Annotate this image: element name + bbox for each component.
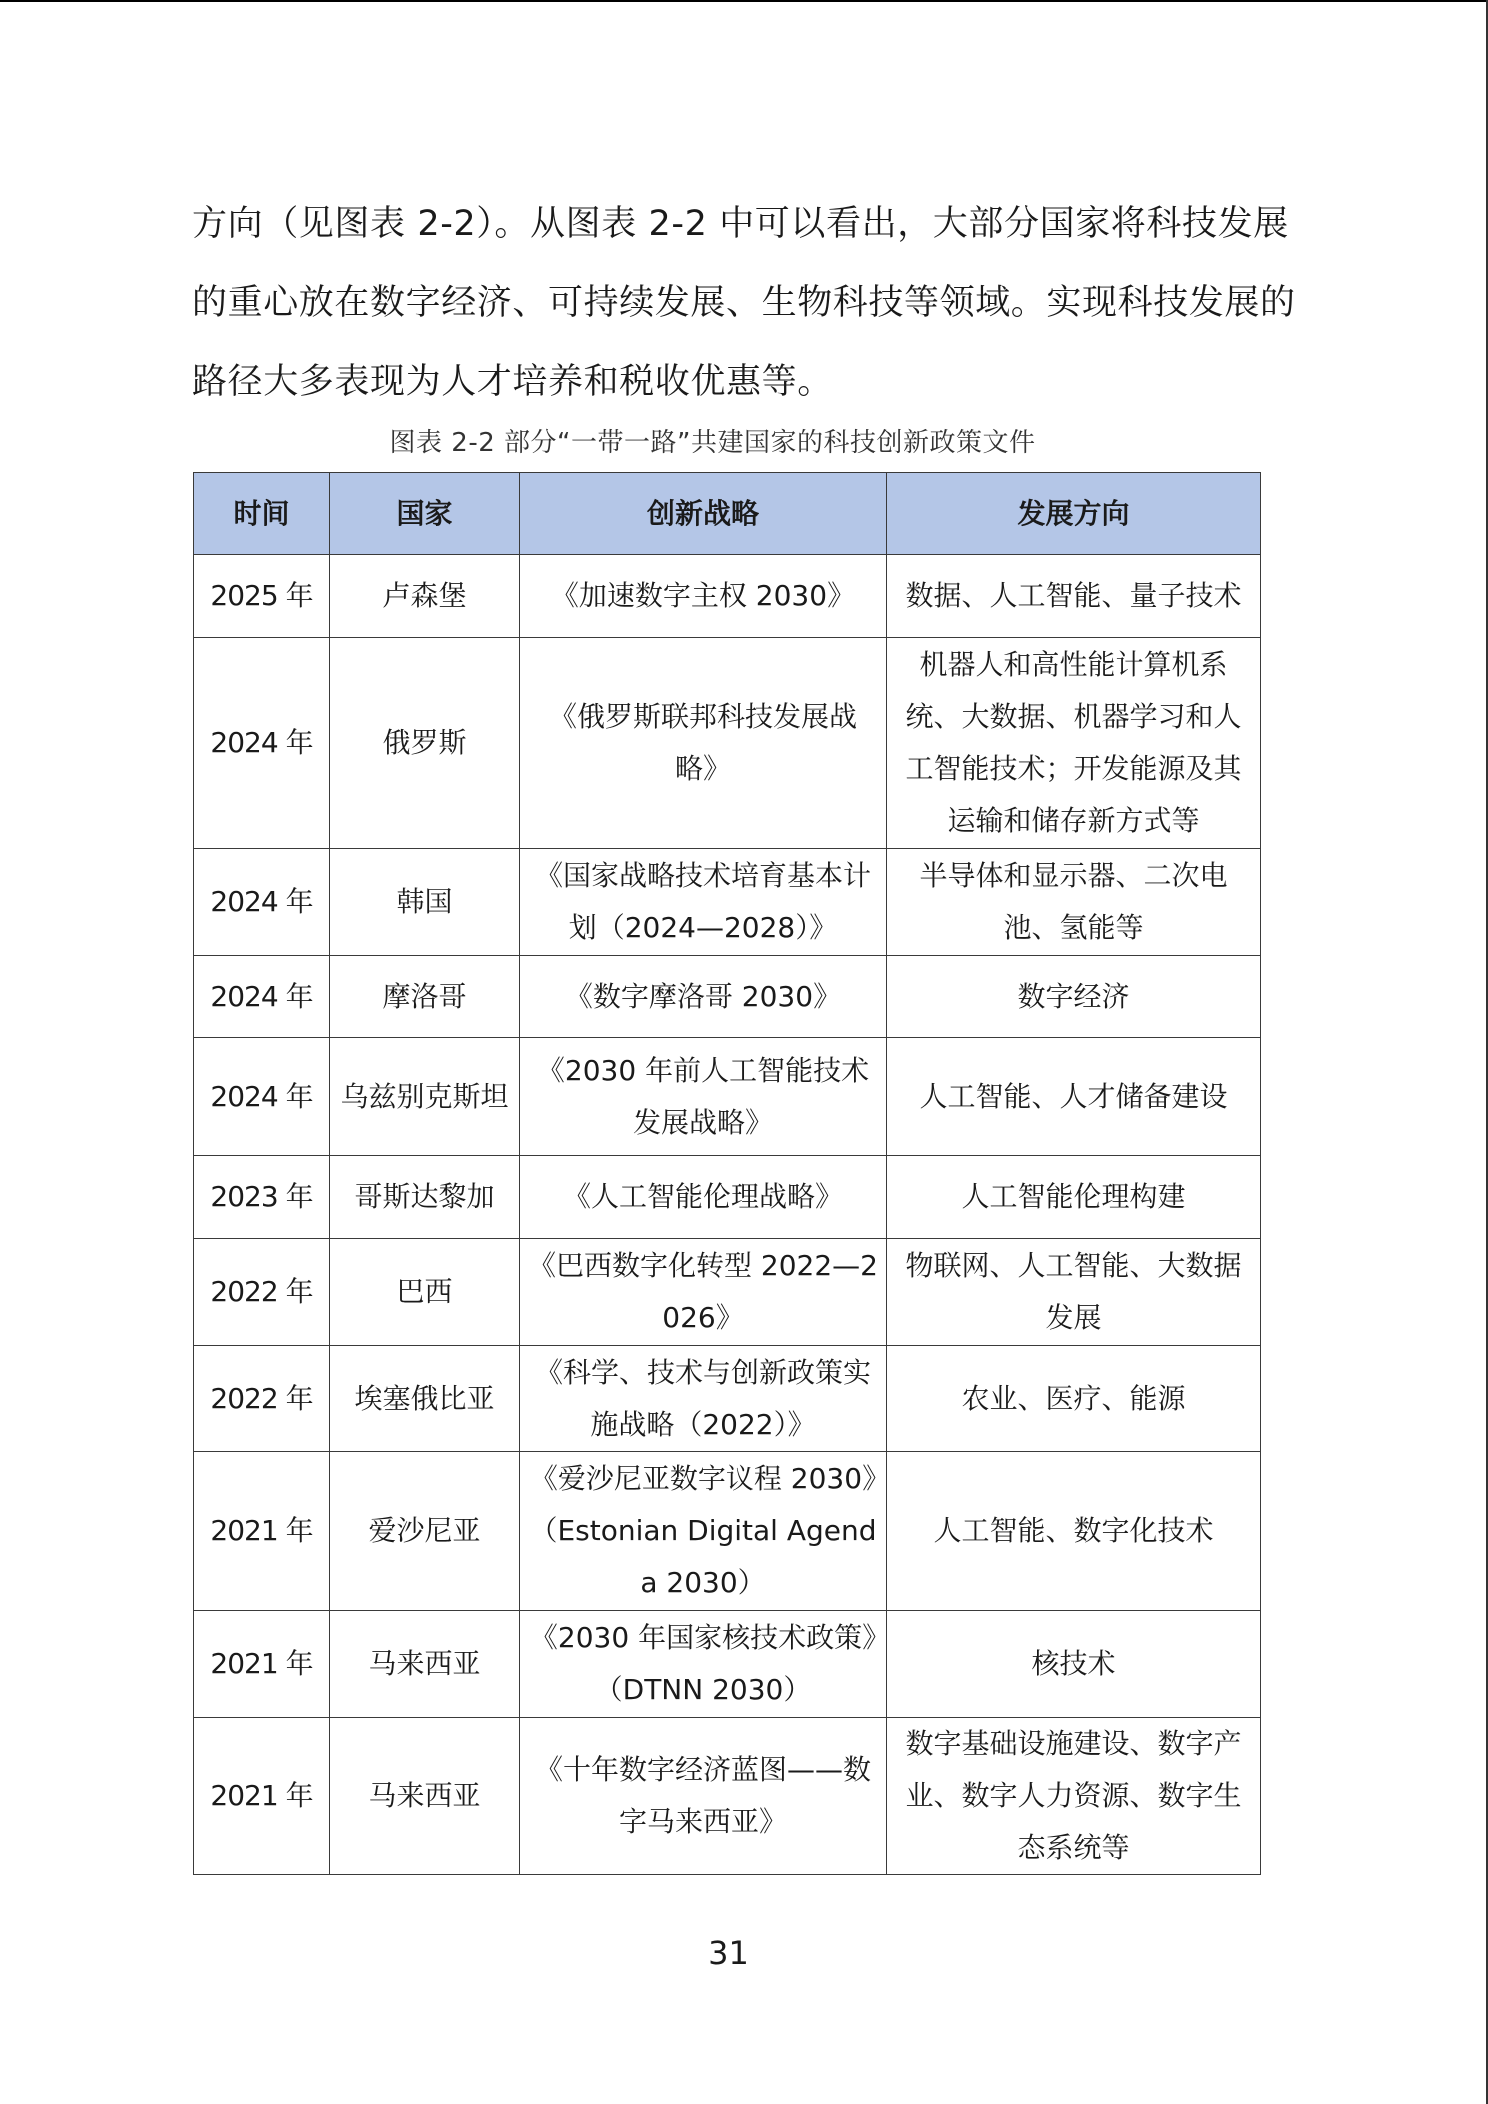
table-row [194,1611,1261,1718]
cell-direction: 数字经济 [887,956,1261,1038]
cell-country: 马来西亚 [330,1611,520,1718]
cell-country: 乌兹别克斯坦 [330,1038,520,1156]
page-number: 31 [0,1928,1457,1978]
cell-strategy: 《2030 年国家核技术政策》（DTNN 2030） [520,1611,887,1718]
header-strategy: 创新战略 [520,473,887,555]
body-line: 的重心放在数字经济、可持续发展、生物科技等领域。实现科技发展的 [192,264,1264,343]
header-country: 国家 [330,473,520,555]
cell-strategy: 《人工智能伦理战略》 [520,1156,887,1239]
table-row [194,1038,1261,1156]
table-row [194,555,1261,638]
cell-direction: 人工智能、数字化技术 [887,1452,1261,1611]
body-line: 方向（见图表 2-2）。从图表 2-2 中可以看出，大部分国家将科技发展 [192,185,1264,264]
cell-year: 2025 年 [194,555,330,638]
cell-direction: 半导体和显示器、二次电池、氢能等 [887,849,1261,956]
table-row [194,638,1261,849]
cell-country: 摩洛哥 [330,956,520,1038]
cell-country: 俄罗斯 [330,638,520,849]
cell-strategy: 《十年数字经济蓝图——数字马来西亚》 [520,1718,887,1875]
cell-year: 2021 年 [194,1452,330,1611]
table-row [194,956,1261,1038]
table-header-row [194,473,1261,555]
cell-direction: 人工智能伦理构建 [887,1156,1261,1239]
cell-country: 哥斯达黎加 [330,1156,520,1239]
cell-strategy: 《巴西数字化转型 2022—2026》 [520,1239,887,1346]
cell-year: 2024 年 [194,849,330,956]
cell-direction: 核技术 [887,1611,1261,1718]
table-row [194,1239,1261,1346]
cell-year: 2024 年 [194,956,330,1038]
cell-year: 2023 年 [194,1156,330,1239]
page-top-border [0,0,1488,2]
cell-year: 2022 年 [194,1239,330,1346]
cell-year: 2021 年 [194,1611,330,1718]
header-direction: 发展方向 [887,473,1261,555]
cell-direction: 人工智能、人才储备建设 [887,1038,1261,1156]
table-row [194,1452,1261,1611]
body-line: 路径大多表现为人才培养和税收优惠等。 [192,343,1264,422]
cell-country: 巴西 [330,1239,520,1346]
cell-direction: 数字基础设施建设、数字产业、数字人力资源、数字生态系统等 [887,1718,1261,1875]
cell-direction: 农业、医疗、能源 [887,1346,1261,1452]
cell-strategy: 《数字摩洛哥 2030》 [520,956,887,1038]
cell-country: 韩国 [330,849,520,956]
header-time: 时间 [194,473,330,555]
table-row [194,1346,1261,1452]
cell-direction: 机器人和高性能计算机系统、大数据、机器学习和人工智能技术；开发能源及其运输和储存新方式等 [887,638,1261,849]
cell-strategy: 《国家战略技术培育基本计划（2024—2028）》 [520,849,887,956]
table-row [194,1718,1261,1875]
cell-country: 埃塞俄比亚 [330,1346,520,1452]
policy-table [193,472,1261,1875]
cell-year: 2024 年 [194,638,330,849]
cell-strategy: 《爱沙尼亚数字议程 2030》（Estonian Digital Agenda 2030） [520,1452,887,1611]
body-paragraph [192,185,1264,422]
cell-year: 2022 年 [194,1346,330,1452]
cell-country: 马来西亚 [330,1718,520,1875]
cell-country: 卢森堡 [330,555,520,638]
table-caption: 图表 2-2 部分“一带一路”共建国家的科技创新政策文件 [0,421,1425,465]
table-row [194,849,1261,956]
cell-strategy: 《加速数字主权 2030》 [520,555,887,638]
cell-strategy: 《2030 年前人工智能技术发展战略》 [520,1038,887,1156]
cell-strategy: 《俄罗斯联邦科技发展战略》 [520,638,887,849]
cell-direction: 数据、人工智能、量子技术 [887,555,1261,638]
cell-strategy: 《科学、技术与创新政策实施战略（2022）》 [520,1346,887,1452]
cell-country: 爱沙尼亚 [330,1452,520,1611]
table-row [194,1156,1261,1239]
cell-year: 2021 年 [194,1718,330,1875]
cell-year: 2024 年 [194,1038,330,1156]
cell-direction: 物联网、人工智能、大数据发展 [887,1239,1261,1346]
